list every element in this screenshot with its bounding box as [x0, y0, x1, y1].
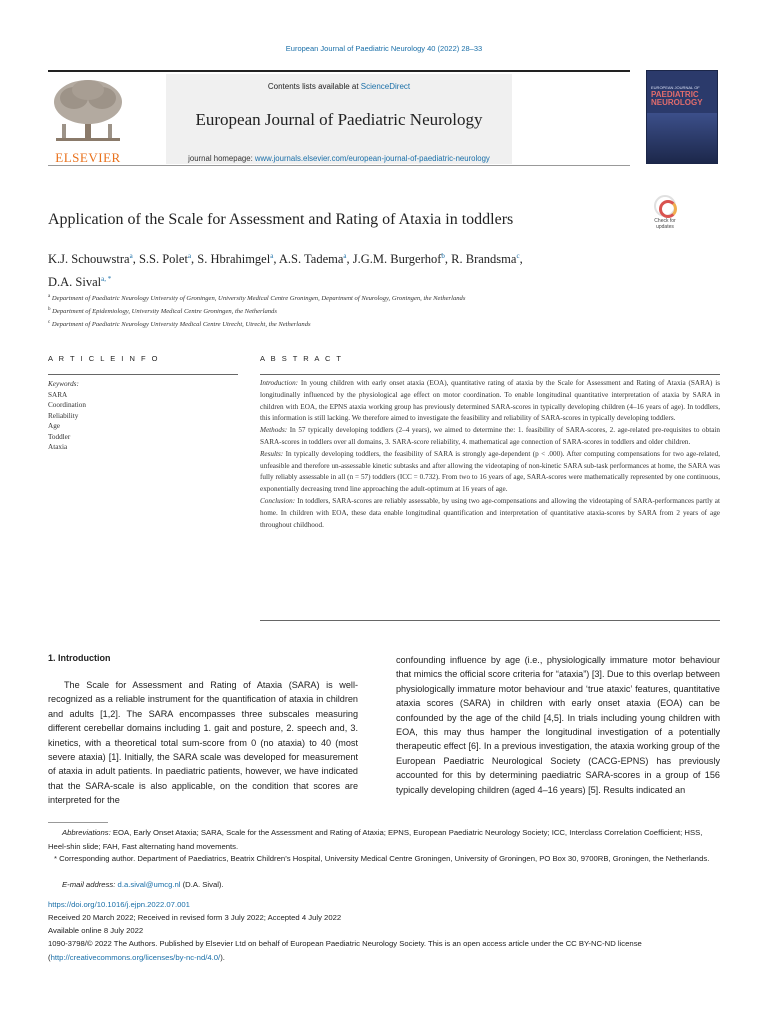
- check-for-updates-button[interactable]: [650, 195, 680, 235]
- divider: [260, 374, 720, 375]
- license-link[interactable]: http://creativecommons.org/licenses/by-nc-nd/4.0/: [50, 952, 221, 962]
- cover-small-text: EUROPEAN JOURNAL OF: [651, 85, 700, 90]
- footnote-divider: [48, 822, 108, 823]
- divider: [48, 374, 238, 375]
- elsevier-wordmark: ELSEVIER: [55, 150, 121, 165]
- affiliations: [48, 291, 728, 331]
- section-heading-introduction: 1. Introduction: [48, 653, 111, 663]
- journal-header: [48, 70, 630, 166]
- article-info-heading: A R T I C L E I N F O: [48, 354, 160, 363]
- contents-available-line: Contents lists available at ScienceDirect: [267, 82, 411, 91]
- corresponding-author-footnote: * Corresponding author. Department of Paediatrics, Beatrix Children’s Hospital, University Medical Centre Groningen, University of Groningen, PO Box 30, 9700RB, Groningen, the Netherlands.: [54, 854, 710, 863]
- journal-info-panel: [166, 74, 512, 164]
- author-list: K.J. Schouwstra$^a$, S.S. Polet$^a$, S. Hbrahimgel$^a$, A.S. Tadema$^a$, J.G.M. Burgerhof$^b$, R. Brandsma$^c$, D.A. Sival$^{a, *}$: [48, 252, 523, 290]
- check-updates-icon: [654, 195, 676, 217]
- abstract-conclusion: Conclusion: In toddlers, SARA-scores are reliably assessable, by using two age-compensations and allowing the videotaping of SARA-performances partly at home. In children with EOA, these data enable longitudinal quantification and interpretation of quantitative ataxia-scores by SARA from 2 years of age throughout childhood.: [260, 496, 720, 529]
- journal-cover-image: [646, 70, 718, 164]
- doi-link[interactable]: https://doi.org/10.1016/j.ejpn.2022.07.001: [48, 900, 190, 909]
- journal-citation-line[interactable]: European Journal of Paediatric Neurology 40 (2022) 28–33: [285, 44, 483, 53]
- paper-title: Application of the Scale for Assessment and Rating of Ataxia in toddlers: [48, 211, 514, 228]
- author[interactable]: K.J. Schouwstra$^a$: [48, 252, 133, 267]
- sciencedirect-link[interactable]: ScienceDirect: [360, 82, 411, 91]
- keyword: Ataxia: [48, 443, 68, 451]
- license-statement: 1090-3798/© 2022 The Authors. Published by Elsevier Ltd on behalf of European Paediatric Neurology Society. This is an open access article under the CC BY-NC-ND license (http://creativecommons.org/licenses/by-nc-nd/4.0/).: [48, 939, 642, 962]
- abstract-results: Results: In typically developing toddlers, the feasibility of SARA is strongly age-dependent (p < .000). After computing compensations for two age-related, unfeasible and therefore un-assessable kinetic subtasks and after allowing the videotaping of non-kinetic SARA sub-task performances at home, the SARA was fully reliably assessable in all (n = 57) toddlers (ICC = 0.732). From two to 16 years of age, SARA-scores were mathematically represented by one continuous, exponentially decreasing trend line approaching the adult-optimum at 16 years of age.: [260, 449, 720, 494]
- affiliation: $^a$ Department of Paediatric Neurology University of Groningen, University Medical Centre Groningen, Department of Neurology, Groningen, the Netherlands: [48, 294, 466, 303]
- journal-title: European Journal of Paediatric Neurology: [195, 110, 483, 129]
- affiliation: $^b$ Department of Epidemiology, University Medical Centre Groningen, the Netherlands: [48, 307, 277, 316]
- email-footnote: E-mail address: d.a.sival@umcg.nl (D.A. Sival).: [62, 880, 224, 889]
- received-dates: Received 20 March 2022; Received in revised form 3 July 2022; Accepted 4 July 2022: [48, 913, 342, 922]
- keyword: Age: [48, 422, 60, 430]
- journal-homepage-line: journal homepage: www.journals.elsevier.com/european-journal-of-paediatric-neurology: [188, 154, 490, 163]
- divider: [260, 620, 720, 621]
- elsevier-logo: [48, 76, 128, 166]
- author[interactable]: D.A. Sival$^{a, *}$: [48, 275, 112, 290]
- keyword: Toddler: [48, 432, 71, 441]
- body-text-right-column: confounding influence by age (i.e., physiologically immature motor behaviour that mimics the official score criteria for “ataxia”) [3]. Due to this overlap between physiologically immature motor behaviour and ‘true ataxic’ features, quantitative ataxia scores (SARA) in children with early onset ataxia (EOA) can be confounded by the age of the child [4,5]. In trials including young children with EOA, this may thus hamper the longitudinal investigation of a potentially therapeutic effect [6]. In a previous investigation, the ataxia working group of the European Paediatric Neurological Society (CACG-EPNS) has previously accounted for this by determining paediatric SARA-scores in a group of 156 typically developing children (aged 4–16 years) [5]. Results indicated an: [396, 655, 720, 795]
- check-updates-label: Check for updates: [654, 218, 676, 230]
- abstract-introduction: Introduction: In young children with early onset ataxia (EOA), quantitative rating of ataxia by the Scale for Assessment and Rating of Ataxia (SARA) is longitudinally influenced by the physiological age effect on motor coordination. To enable longitudinal quantitative interpretation of ataxia by SARA in children with EOA, the EPNS ataxia working group has previously determined SARA-scores in typically developing children (4–16 years of age). In toddlers, this information is still lacking. We therefore aimed to investigate the feasibility and reliability of SARA-scores in typically developing toddlers.: [260, 379, 720, 423]
- author[interactable]: J.G.M. Burgerhof$^b$: [352, 252, 445, 267]
- author[interactable]: A.S. Tadema$^a$: [278, 252, 347, 267]
- keywords-label: Keywords:: [48, 380, 79, 388]
- abstract-methods: Methods: In 57 typically developing toddlers (2–4 years), we aimed to determine the: 1. feasibility of SARA-scores, 2. age-related pre-requisites to obtain SARA-scores in toddlers over all domains, 3. SARA-score reliability, 4. mathematical age connection of SARA-scores in toddlers and older children.: [260, 426, 721, 446]
- email-link[interactable]: d.a.sival@umcg.nl: [117, 880, 181, 889]
- author[interactable]: S. Hbrahimgel$^a$: [197, 252, 274, 267]
- keywords-section: [48, 379, 238, 453]
- keyword: Reliability: [48, 411, 79, 420]
- keyword: SARA: [48, 390, 68, 399]
- abstract-heading: A B S T R A C T: [260, 354, 343, 363]
- journal-homepage-link[interactable]: www.journals.elsevier.com/european-journal-of-paediatric-neurology: [254, 154, 490, 163]
- elsevier-tree-icon: [48, 76, 128, 150]
- affiliation: $^c$ Department of Paediatric Neurology University Medical Centre Utrecht, Utrecht, the Netherlands: [48, 320, 311, 329]
- cover-title: PAEDIATRIC NEUROLOGY: [651, 90, 703, 107]
- author[interactable]: R. Brandsma$^c$: [451, 252, 520, 267]
- abstract-body: [260, 378, 720, 531]
- abbreviations-footnote: Abbreviations: EOA, Early Onset Ataxia; SARA, Scale for the Assessment and Rating of Ataxia; EPNS, European Paediatric Neurology Society; ICC, Interclass Correlation Coefficient; HSS, Heel-shin slide; FAH, Fast alternating hand movements.: [48, 828, 703, 851]
- author[interactable]: S.S. Polet$^a$: [138, 252, 192, 267]
- keyword: Coordination: [48, 401, 86, 409]
- available-online-date: Available online 8 July 2022: [48, 926, 144, 935]
- body-text-left-column: The Scale for Assessment and Rating of Ataxia (SARA) is well-recognized as a reliable instrument for the quantification of ataxia in children and adults [1,2]. The SARA encompasses three subscales measuring different cerebellar domains including 1. gait and posture, 2. speech and, 3. kinetics, with a theoretical total sum-score from 0 (no ataxia) to 40 (most severe ataxia) [1]. Initially, the SARA scale was developed for measurement of ataxia in adult patients. In paediatric patients, however, we have indicated that the SARA-scale is also applicable, on the condition that scores are interpreted for the: [48, 680, 358, 806]
